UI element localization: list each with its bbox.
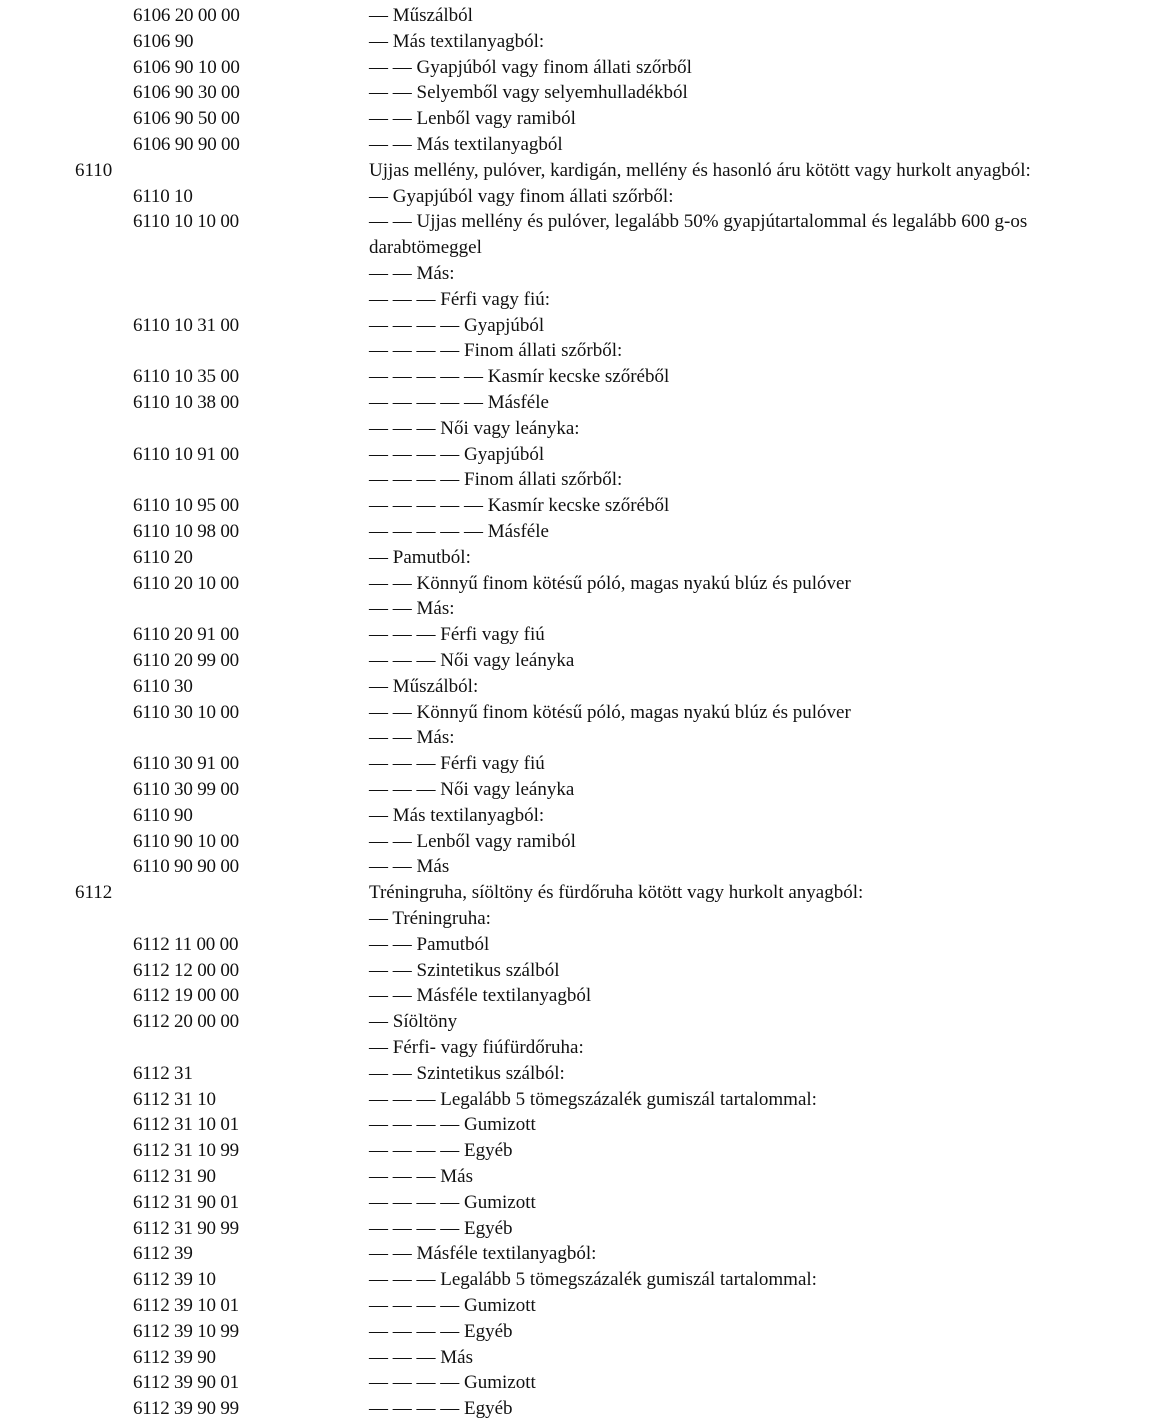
tariff-row <box>0 1241 1159 1267</box>
tariff-code: 6110 90 <box>133 804 193 826</box>
tariff-description: — — — — Egyéb <box>369 1320 513 1342</box>
tariff-row <box>0 1396 1159 1422</box>
tariff-code: 6112 20 00 00 <box>133 1011 239 1033</box>
tariff-description: — — Másféle textilanyagból <box>369 985 592 1007</box>
tariff-row <box>0 390 1159 416</box>
tariff-row <box>0 80 1159 106</box>
tariff-description: — — — Női vagy leányka: <box>369 417 580 439</box>
tariff-code: 6106 20 00 00 <box>133 5 240 26</box>
tariff-code: 6112 31 10 <box>133 1088 216 1110</box>
tariff-code: 6106 90 10 00 <box>133 56 240 78</box>
tariff-row <box>0 261 1159 287</box>
tariff-row <box>0 725 1159 751</box>
tariff-code: 6112 11 00 00 <box>133 933 239 955</box>
tariff-row <box>0 777 1159 803</box>
tariff-description: — Gyapjúból vagy finom állati szőrből: <box>369 185 674 207</box>
tariff-row <box>0 442 1159 468</box>
tariff-code: 6110 20 <box>133 546 193 568</box>
tariff-row <box>0 132 1159 158</box>
tariff-code: 6110 30 99 00 <box>133 779 239 800</box>
heading-code: 6112 <box>75 882 113 904</box>
tariff-code: 6112 39 90 <box>133 1346 216 1368</box>
tariff-row <box>0 700 1159 726</box>
tariff-row <box>0 106 1159 132</box>
tariff-row <box>0 1293 1159 1319</box>
tariff-description: — Más textilanyagból: <box>369 30 545 52</box>
tariff-description: — — — Legalább 5 tömegszázalék gumiszál tartalommal: <box>369 1088 817 1110</box>
tariff-description: — — Gyapjúból vagy finom állati szőrből <box>369 56 692 78</box>
tariff-row <box>0 338 1159 364</box>
tariff-row <box>0 1009 1159 1035</box>
tariff-code: 6110 10 91 00 <box>133 443 239 465</box>
tariff-row <box>0 803 1159 829</box>
tariff-description: — — — — — Másféle <box>369 521 549 542</box>
tariff-code: 6112 12 00 00 <box>133 959 239 981</box>
tariff-description: — — Lenből vagy ramiból <box>369 830 576 852</box>
tariff-description: — — — — Gumizott <box>369 1372 536 1394</box>
tariff-code: 6112 31 90 <box>133 1166 216 1187</box>
heading-description: Tréningruha, síöltöny és fürdőruha kötött vagy hurkolt anyagból: <box>369 882 864 904</box>
tariff-row <box>0 493 1159 519</box>
heading-description: Ujjas mellény, pulóver, kardigán, mellény és hasonló áru kötött vagy hurkolt anyagból: <box>369 159 1031 181</box>
tariff-code: 6112 39 90 01 <box>133 1372 239 1394</box>
tariff-description: — — Szintetikus szálból: <box>369 1062 565 1084</box>
tariff-row <box>0 674 1159 700</box>
tariff-description: — — Más textilanyagból <box>369 134 563 155</box>
tariff-row <box>0 3 1159 29</box>
heading-code: 6110 <box>75 159 113 181</box>
tariff-description: — — — — Gumizott <box>369 1295 536 1316</box>
tariff-description: — — Ujjas mellény és pulóver, legalább 50% gyapjútartalommal és legalább 600 g-os darabtömeggel <box>369 211 1028 259</box>
tariff-row <box>0 906 1159 932</box>
tariff-description: — — Más: <box>369 263 455 284</box>
tariff-description: — — — — — Kasmír kecske szőréből <box>369 366 670 388</box>
tariff-code: 6110 10 95 00 <box>133 495 239 517</box>
tariff-code: 6110 30 91 00 <box>133 753 239 775</box>
tariff-description: — Tréningruha: <box>369 908 491 929</box>
tariff-row <box>0 571 1159 597</box>
tariff-description: — Férfi- vagy fiúfürdőruha: <box>369 1037 584 1058</box>
tariff-row <box>0 1035 1159 1061</box>
tariff-description: — — — Más <box>369 1346 473 1368</box>
tariff-code: 6106 90 30 00 <box>133 82 240 104</box>
tariff-row <box>0 1319 1159 1345</box>
tariff-row <box>0 596 1159 622</box>
tariff-description: — — — — Egyéb <box>369 1217 513 1239</box>
tariff-description: — — Más <box>369 856 450 878</box>
tariff-row <box>0 545 1159 571</box>
tariff-row <box>0 751 1159 777</box>
tariff-row <box>0 622 1159 648</box>
tariff-code: 6106 90 <box>133 30 194 52</box>
tariff-code: 6110 10 10 00 <box>133 211 239 233</box>
tariff-row <box>0 287 1159 313</box>
tariff-description: — — — Férfi vagy fiú: <box>369 288 551 310</box>
tariff-description: — — — — Gyapjúból <box>369 314 545 336</box>
tariff-row <box>0 1087 1159 1113</box>
tariff-code: 6112 19 00 00 <box>133 985 239 1007</box>
tariff-row <box>0 209 1159 261</box>
tariff-row <box>0 467 1159 493</box>
tariff-code: 6110 10 <box>133 185 193 207</box>
tariff-row <box>0 29 1159 55</box>
tariff-description: — — Selyemből vagy selyemhulladékból <box>369 82 688 104</box>
tariff-row <box>0 1370 1159 1396</box>
tariff-code: 6112 31 90 99 <box>133 1217 239 1239</box>
tariff-code: 6110 20 99 00 <box>133 650 239 671</box>
tariff-row <box>0 1138 1159 1164</box>
tariff-description: — — — Más <box>369 1166 473 1187</box>
tariff-code: 6110 10 31 00 <box>133 314 239 336</box>
tariff-description: — Pamutból: <box>369 546 471 568</box>
tariff-row <box>0 184 1159 210</box>
tariff-code: 6110 90 10 00 <box>133 830 239 852</box>
tariff-description: — — — — Gumizott <box>369 1191 536 1213</box>
tariff-description: — Műszálból: <box>369 675 479 697</box>
tariff-description: — — Másféle textilanyagból: <box>369 1243 597 1265</box>
tariff-row <box>0 1164 1159 1190</box>
tariff-description: — Műszálból <box>369 5 473 26</box>
tariff-code: 6112 39 10 <box>133 1269 216 1291</box>
tariff-code: 6112 39 10 99 <box>133 1320 239 1342</box>
tariff-description: — — — Legalább 5 tömegszázalék gumiszál tartalommal: <box>369 1269 817 1291</box>
tariff-row <box>0 1190 1159 1216</box>
tariff-code: 6110 10 35 00 <box>133 366 239 388</box>
tariff-description: — — Könnyű finom kötésű póló, magas nyakú blúz és pulóver <box>369 701 851 723</box>
tariff-code: 6110 20 10 00 <box>133 572 239 594</box>
tariff-row <box>0 364 1159 390</box>
tariff-description: — — Lenből vagy ramiból <box>369 108 576 130</box>
tariff-description: — — — Női vagy leányka <box>369 779 575 800</box>
tariff-description: — — — — Finom állati szőrből: <box>369 469 623 491</box>
tariff-description: — — — Férfi vagy fiú <box>369 624 545 646</box>
tariff-row <box>0 55 1159 81</box>
tariff-description: — — Pamutból <box>369 933 490 955</box>
tariff-code: 6106 90 90 00 <box>133 134 240 155</box>
tariff-row <box>0 983 1159 1009</box>
tariff-code: 6112 31 10 01 <box>133 1114 239 1136</box>
tariff-code: 6110 20 91 00 <box>133 624 239 646</box>
tariff-code: 6110 10 98 00 <box>133 521 239 542</box>
tariff-row <box>0 1345 1159 1371</box>
tariff-description: — — — — Egyéb <box>369 1140 513 1162</box>
tariff-row <box>0 854 1159 880</box>
tariff-code: 6112 39 10 01 <box>133 1295 239 1316</box>
tariff-code: 6112 31 <box>133 1062 193 1084</box>
tariff-row <box>0 1216 1159 1242</box>
tariff-row <box>0 1061 1159 1087</box>
tariff-row <box>0 648 1159 674</box>
tariff-description: — — Könnyű finom kötésű póló, magas nyakú blúz és pulóver <box>369 572 851 594</box>
tariff-code: 6112 39 90 99 <box>133 1398 239 1420</box>
tariff-description: — — Más: <box>369 727 455 749</box>
tariff-code: 6112 31 90 01 <box>133 1191 239 1213</box>
tariff-code: 6112 39 <box>133 1243 193 1265</box>
tariff-code: 6110 90 90 00 <box>133 856 239 878</box>
tariff-code: 6112 31 10 99 <box>133 1140 239 1162</box>
tariff-code: 6110 30 10 00 <box>133 701 239 723</box>
tariff-row <box>0 313 1159 339</box>
tariff-code: 6110 10 38 00 <box>133 392 239 413</box>
tariff-row <box>0 932 1159 958</box>
tariff-description: — — — — — Kasmír kecske szőréből <box>369 495 670 517</box>
tariff-description: — — — — Finom állati szőrből: <box>369 340 623 362</box>
tariff-row <box>0 1112 1159 1138</box>
tariff-code: 6110 30 <box>133 675 193 697</box>
tariff-description: — — — — Gumizott <box>369 1114 536 1136</box>
tariff-description: — — — Férfi vagy fiú <box>369 753 545 775</box>
tariff-row <box>0 519 1159 545</box>
tariff-description: — — — — — Másféle <box>369 392 549 413</box>
tariff-description: — Más textilanyagból: <box>369 804 545 826</box>
tariff-row <box>0 158 1159 184</box>
tariff-description: — Síöltöny <box>369 1011 458 1033</box>
tariff-row <box>0 958 1159 984</box>
tariff-description: — — Más: <box>369 598 455 620</box>
tariff-row <box>0 829 1159 855</box>
tariff-description: — — — Női vagy leányka <box>369 650 575 671</box>
tariff-description: — — Szintetikus szálból <box>369 959 560 981</box>
tariff-row <box>0 880 1159 906</box>
tariff-code: 6106 90 50 00 <box>133 108 240 130</box>
tariff-description: — — — — Gyapjúból <box>369 443 545 465</box>
tariff-description: — — — — Egyéb <box>369 1398 513 1420</box>
tariff-row <box>0 416 1159 442</box>
tariff-row <box>0 1267 1159 1293</box>
